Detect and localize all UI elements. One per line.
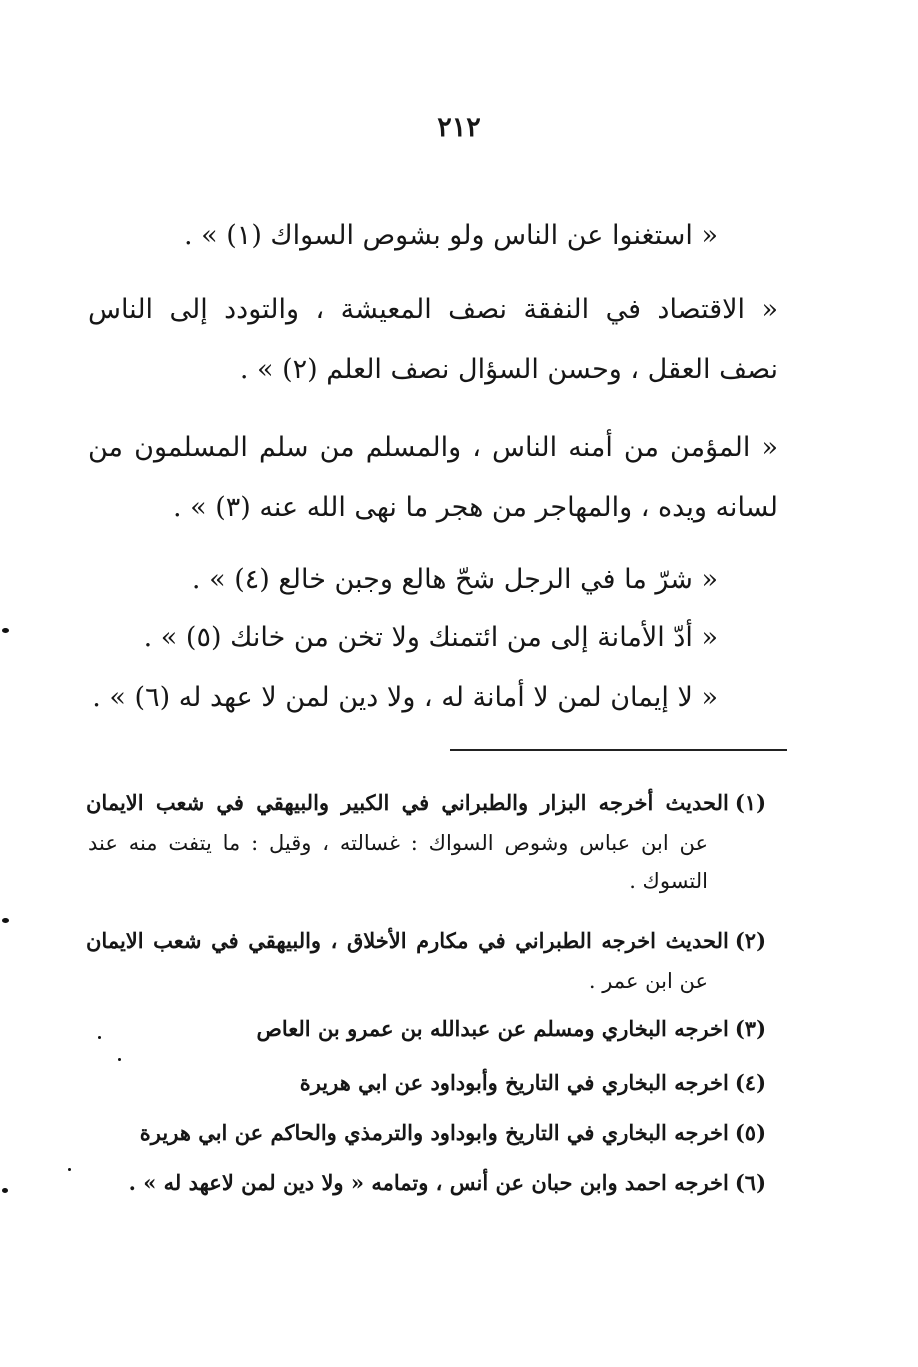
hadith-line: « أدّ الأمانة إلى من ائتمنك ولا تخن من خانك (٥) » . — [143, 622, 718, 653]
footnote-text: اخرجه احمد وابن حبان عن أنس ، وتمامه « ولا دين لمن لاعهد له » . — [128, 1170, 729, 1195]
scan-speck — [2, 1188, 8, 1193]
footnote-text: اخرجه البخاري في التاريخ وأبوداود عن ابي هريرة — [299, 1070, 729, 1095]
scan-speck — [2, 628, 9, 633]
scan-speck — [98, 1036, 101, 1039]
footnote-number: (٣) — [734, 1016, 766, 1041]
footnote-number: (٢) — [734, 928, 766, 953]
scan-speck — [68, 1168, 71, 1171]
footnote-separator — [450, 749, 787, 751]
footnote-number: (٤) — [734, 1070, 766, 1095]
footnote-line: عن ابن عمر . — [588, 969, 708, 993]
footnote-text: اخرجه البخاري في التاريخ وابوداود والترمذي والحاكم عن ابي هريرة — [139, 1120, 729, 1145]
hadith-line: « المؤمن من أمنه الناس ، والمسلم من سلم المسلمون من — [88, 432, 778, 463]
footnote-line — [300, 1068, 766, 1098]
footnote-number: (٥) — [734, 1120, 766, 1145]
scan-speck — [2, 918, 9, 923]
footnote-line: التسوك . — [629, 869, 708, 893]
footnote-number: (١) — [734, 790, 766, 815]
hadith-line: « استغنوا عن الناس ولو بشوص السواك (١) » . — [183, 220, 718, 251]
footnote-line — [140, 1118, 766, 1148]
footnote-text: الحديث أخرجه البزار والطبراني في الكبير والبيهقي في شعب الايمان — [86, 790, 729, 815]
footnote-text: الحديث اخرجه الطبراني في مكارم الأخلاق ، والبيهقي في شعب الايمان — [86, 928, 729, 953]
footnote-line — [256, 1014, 766, 1044]
footnote-line — [129, 1168, 766, 1198]
hadith-line: نصف العقل ، وحسن السؤال نصف العلم (٢) » . — [239, 354, 778, 385]
footnote-line — [86, 926, 766, 956]
hadith-line: لسانه ويده ، والمهاجر من هجر ما نهى الله عنه (٣) » . — [172, 492, 778, 523]
scan-speck — [118, 1058, 121, 1061]
footnote-text: اخرجه البخاري ومسلم عن عبدالله بن عمرو بن العاص — [256, 1016, 729, 1041]
page-number: ٢١٢ — [437, 112, 481, 143]
hadith-line: « شرّ ما في الرجل شحّ هالع وجبن خالع (٤) » . — [191, 564, 718, 595]
hadith-line: « الاقتصاد في النفقة نصف المعيشة ، والتودد إلى الناس — [88, 294, 778, 325]
footnote-line — [86, 788, 766, 818]
footnote-line: عن ابن عباس وشوص السواك : غسالته ، وقيل : ما يتفت منه عند — [88, 831, 708, 855]
footnote-number: (٦) — [734, 1170, 766, 1195]
hadith-line: « لا إيمان لمن لا أمانة له ، ولا دين لمن لا عهد له (٦) » . — [92, 682, 718, 713]
